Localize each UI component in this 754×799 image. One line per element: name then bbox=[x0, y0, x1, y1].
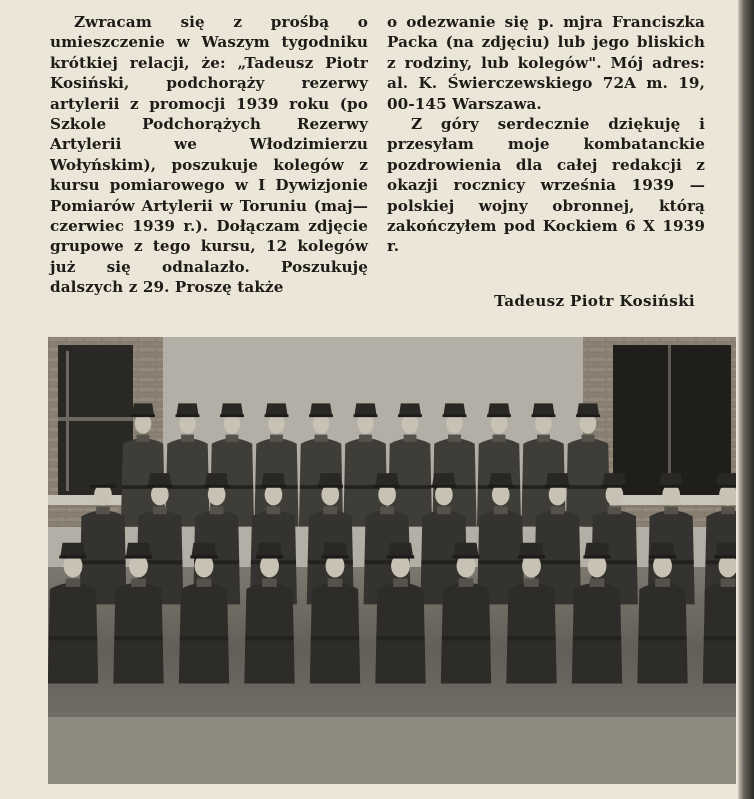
group-photo bbox=[48, 337, 736, 784]
article-paragraph: Zwracam się z prośbą o umieszczenie w Waszym tygodniku krótkiej relacji, że: „Tadeusz Piotr Kosiński, podchorąży rezerwy artylerii z promocji 1939 roku (po Szkole Podchorążych Rezerwy Artylerii we Włodzimierzu Wołyńskim), poszukuje kolegów z kursu pomiarowego w I Dywizjonie Pomiarów Artylerii w Toruniu (maj—czerwiec 1939 r.). Dołączam zdjęcie grupowe z tego kursu, 12 kolegów już się odnalazło. Poszukuję dalszych z 29. Proszę także bbox=[50, 13, 368, 297]
article-column-right bbox=[387, 12, 705, 257]
article-paragraph: o odezwanie się p. mjra Franciszka Packa (na zdjęciu) lub jego bliskich z rodziny, lub kolegów". Mój adres: al. K. Świerczewskiego 72A m. 19, 00-145 Warszawa. bbox=[387, 13, 705, 113]
article-column-left bbox=[50, 12, 368, 298]
author-signature: Tadeusz Piotr Kosiński bbox=[494, 292, 695, 310]
article-paragraph: Z góry serdecznie dziękuję i przesyłam moje kombatanckie pozdrowienia dla całej redakcji z okazji rocznicy września 1939 — polskiej wojny obronnej, którą zakończyłem pod Kockiem 6 X 1939 r. bbox=[387, 115, 705, 256]
page-edge bbox=[738, 0, 754, 799]
group-photo-illustration bbox=[48, 337, 736, 784]
